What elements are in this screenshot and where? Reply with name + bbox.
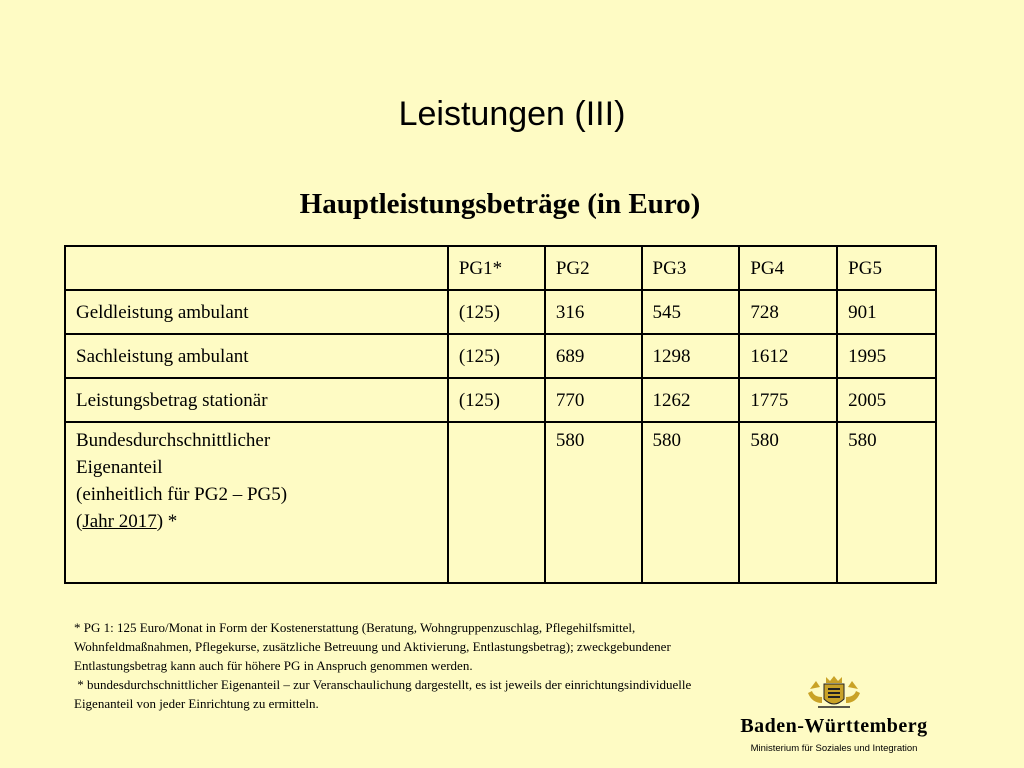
ministry-name: Ministerium für Soziales und Integration: [750, 743, 918, 754]
state-logo: [736, 675, 932, 765]
table-title: Hauptleistungsbeträge (in Euro): [299, 188, 701, 220]
table-cell: 580: [837, 422, 936, 583]
paren-close: ) *: [156, 511, 178, 532]
table-cell: 1262: [642, 378, 740, 422]
table-cell: 580: [739, 422, 837, 583]
table-cell: 770: [545, 378, 642, 422]
table-cell: 1298: [642, 334, 740, 378]
table-cell: 901: [837, 290, 936, 334]
row-label-line: Eigenanteil: [76, 457, 163, 478]
table-cell: 545: [642, 290, 740, 334]
table-header-row: [65, 246, 936, 290]
row-label: Geldleistung ambulant: [65, 290, 448, 334]
table-cell: 689: [545, 334, 642, 378]
header-cell-pg3: PG3: [642, 246, 740, 290]
table-cell: (125): [448, 290, 545, 334]
table-row-geldleistung: [65, 290, 936, 334]
footnote-line: Wohnfeldmaßnahmen, Pflegekurse, zusätzliche Betreuung und Aktivierung, Entlastungsbetrag); zweckgebundener: [74, 639, 671, 654]
footnote-line: Eigenanteil von jeder Einrichtung zu ermitteln.: [74, 696, 319, 711]
row-label: Sachleistung ambulant: [65, 334, 448, 378]
row-label-line: [76, 508, 437, 535]
footnote-line: * PG 1: 125 Euro/Monat in Form der Kostenerstattung (Beratung, Wohngruppenzuschlag, Pflegehilfsmittel,: [74, 620, 636, 635]
header-cell-pg5: PG5: [837, 246, 936, 290]
footnote-line: Entlastungsbetrag kann auch für höhere PG in Anspruch genommen werden.: [74, 658, 473, 673]
table-row-stationaer: [65, 378, 936, 422]
footnote: [74, 618, 834, 713]
table-row-sachleistung: [65, 334, 936, 378]
benefits-table: [64, 245, 937, 584]
header-cell-pg4: PG4: [739, 246, 837, 290]
state-name: Baden-Württemberg: [740, 715, 928, 737]
table-cell: 2005: [837, 378, 936, 422]
table-cell: 1612: [739, 334, 837, 378]
footnote-line: * bundesdurchschnittlicher Eigenanteil – zur Veranschaulichung dargestellt, es ist jeweils der einrichtungsindividuelle: [74, 677, 692, 692]
row-label-line: Bundesdurchschnittlicher: [76, 430, 271, 451]
table-cell: 580: [545, 422, 642, 583]
year-link[interactable]: Jahr 2017: [82, 511, 157, 532]
row-label: [65, 422, 448, 583]
table-cell: 1995: [837, 334, 936, 378]
table-cell: 316: [545, 290, 642, 334]
slide-title: Leistungen (III): [398, 95, 626, 133]
paren-open: (: [76, 511, 83, 532]
header-cell-empty: [65, 246, 448, 290]
header-cell-pg1: PG1*: [448, 246, 545, 290]
coat-of-arms-icon: [804, 675, 864, 713]
row-label-line: (einheitlich für PG2 – PG5): [76, 484, 288, 505]
header-cell-pg2: PG2: [545, 246, 642, 290]
table-row-eigenanteil: [65, 422, 936, 583]
table-cell: [448, 422, 545, 583]
row-label: Leistungsbetrag stationär: [65, 378, 448, 422]
table-cell: (125): [448, 334, 545, 378]
table-cell: 1775: [739, 378, 837, 422]
table-cell: 580: [642, 422, 740, 583]
table-cell: 728: [739, 290, 837, 334]
table-cell: (125): [448, 378, 545, 422]
